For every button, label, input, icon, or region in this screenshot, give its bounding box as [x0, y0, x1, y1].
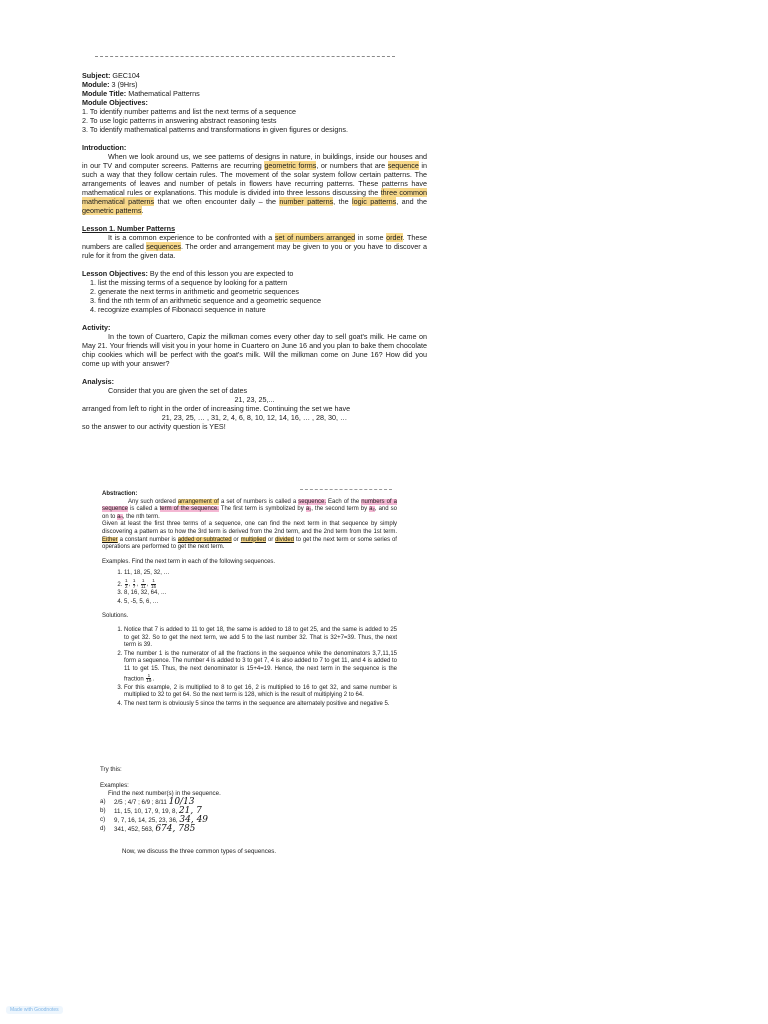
list-item: 4. recognize examples of Fibonacci sequence in nature [98, 305, 427, 314]
list-item: a) 2/5 ; 4/7 ; 6/9 ; 8/11 10/13 [100, 797, 195, 807]
lesson-objectives-list [82, 278, 427, 314]
list-item: d) 341, 452, 563, 674, 785 [100, 824, 196, 834]
analysis-line-3: arranged from left to right in the order of increasing time. Continuing the set we have [82, 404, 351, 413]
list-item: 3. For this example, 2 is multiplied to 8 to get 16, 2 is multiplied to 16 to get 32, and same number is multiplied to 32 to get 64. So the next term is 128, which is the result of multiplying 2 to 64. [124, 685, 397, 700]
examples-intro: Examples. Find the next term in each of the following sequences. [102, 558, 276, 565]
list-item: c) 9, 7, 16, 14, 25, 23, 36, 34, 49 [100, 815, 209, 825]
handwritten-answer: 34, 49 [179, 815, 209, 825]
list-item: 2. generate the next terms in arithmetic and geometric sequences [98, 287, 427, 296]
module-document [82, 71, 427, 431]
activity-heading: Activity: [82, 323, 111, 332]
list-item: 2. $\frac{1}{2}$ , $\frac{1}{7}$ , $\frac{1}{11}$ , $\frac{1}{15}$ [124, 579, 397, 589]
abstraction-paragraph-2: Given at least the first three terms of a sequence, one can find the next term in that sequence by simply discovering a pattern as to how the 3rd term is derived from the 2nd term, and the 2nd term from the 1st term. Either a constant number is added or subtracted or multiplied or divided to get the next term or some series of operations are performed to get the next term. [102, 521, 397, 551]
list-item: b) 11, 15, 10, 17, 9, 19, 8, 21, 7 [100, 806, 202, 816]
examples-list [102, 570, 397, 606]
module-line: Module: 3 (9Hrs) [82, 80, 138, 89]
list-item: 1. list the missing terms of a sequence by looking for a pattern [98, 278, 427, 287]
analysis-heading: Analysis: [82, 377, 114, 386]
lesson1-heading: Lesson 1. Number Patterns [82, 224, 176, 233]
top-dashed-rule [95, 56, 395, 57]
fraction: 2. $\frac{1}{2}$ [125, 577, 128, 589]
module-objective-3: 3. To identify mathematical patterns and transformations in given figures or designs. [82, 125, 348, 134]
handwritten-answer: 21, 7 [178, 806, 202, 816]
analysis-line-4: 21, 23, 25, … , 31, 2, 4, 6, 8, 10, 12, 14, 16, … , 28, 30, … [161, 413, 348, 422]
fraction: $\frac{1}{11}$ [140, 577, 146, 589]
list-item: 3. 8, 16, 32, 64, … [124, 590, 397, 598]
activity-paragraph: In the town of Cuartero, Capiz the milkman comes every other day to sell goat's milk. He came on May 21. Your friends will visit you in your home in Cuartero on June 16 and you plan to bake them chocolate chip cookies which will be perfect with the goat's milk. Will the milkman come on June 16? How did you come up with your answer? [82, 332, 427, 368]
module-objective-2: 2. To use logic patterns in answering abstract reasoning tests [82, 116, 277, 125]
module-title-line: Module Title: Mathematical Patterns [82, 89, 200, 98]
handwritten-answer: 10/13 [168, 797, 195, 807]
closing-line: Now, we discuss the three common types of sequences. [122, 848, 277, 855]
try-instruction: Find the next number(s) in the sequence. [108, 790, 221, 797]
handwritten-answer: 674, 785 [155, 824, 196, 834]
section-dashed-rule [300, 489, 392, 490]
list-item: 4. 5, -5, 5, 6, … [124, 599, 397, 607]
try-examples-label: Examples: [100, 782, 129, 789]
introduction-heading: Introduction: [82, 143, 127, 152]
list-item: 4. The next term is obviously 5 since the terms in the sequence are alternately positive and negative 5. [124, 701, 397, 709]
list-item: 1. 11, 18, 25, 32, … [124, 570, 397, 578]
list-item: 2. The number 1 is the numerator of all the fractions in the sequence while the denominators 3,7,11,15 form a sequence. The number 4 is added to 3 to get 7, 4 is also added to 7 to get 11, and 4 is added to 11 to get 15. Thus, the next denominator is 15+4=19. Hence, the next term in the sequence is the fraction $\frac{1}{19}$ . [124, 651, 397, 684]
module-objectives-heading: Module Objectives: [82, 98, 148, 107]
fraction: $\frac{1}{15}$ [150, 577, 157, 589]
list-item: 1. Notice that 7 is added to 11 to get 18, the same is added to 18 to get 25, and the same is added to 25 to get 32. So to get the next term, we add 5 to the last number 32. That is 32+7=39. Thus, the next term is 39. [124, 627, 397, 650]
abstraction-paragraph-1: Any such ordered arrangement of a set of numbers is called a sequence. Each of the numbers of a sequence is called a term of the sequence. The first term is symbolized by a₁, the second term by a₂, and so on to aₙ, the nth term. [102, 498, 397, 520]
fraction: $\frac{1}{7}$ [132, 577, 136, 589]
analysis-line-2: 21, 23, 25,... [234, 395, 275, 404]
subject-line: Subject: GEC104 [82, 71, 140, 80]
fraction: $\frac{1}{19}$ [146, 672, 152, 684]
try-this-heading: Try this: [100, 766, 122, 773]
analysis-line-1: Consider that you are given the set of dates [108, 386, 248, 395]
module-objective-1: 1. To identify number patterns and list the next terms of a sequence [82, 107, 297, 116]
introduction-paragraph: When we look around us, we see patterns of designs in nature, in buildings, inside our houses and in our TV and computer screens. Patterns are recurring geometric forms, or numbers that are sequence in such a way that they follow certain rules. The movement of the solar system follow certain patterns. The arrangements of leaves and number of petals in flowers have recurring patterns. These patterns have mathematical rules or explanations. This module is divided into three lessons discussing the three common mathematical patterns that we often encounter daily – the number patterns, the logic patterns, and the geometric patterns. [82, 152, 428, 215]
analysis-line-5: so the answer to our activity question is YES! [82, 422, 226, 431]
goodnotes-badge: Made with Goodnotes [6, 1006, 63, 1014]
lesson1-paragraph: It is a common experience to be confronted with a set of numbers arranged in some order. These numbers are called sequences. The order and arrangement may be given to you or you have to discover a rule for it from the given data. [82, 233, 427, 260]
try-this-section [100, 766, 400, 856]
solutions-label: Solutions. [102, 613, 129, 620]
solutions-list [102, 627, 397, 709]
abstraction-section [102, 491, 397, 710]
lesson-objectives-lead: Lesson Objectives: By the end of this lesson you are expected to [82, 269, 294, 278]
abstraction-heading: Abstraction: [102, 491, 138, 497]
list-item: 3. find the nth term of an arithmetic sequence and a geometric sequence [98, 296, 427, 305]
